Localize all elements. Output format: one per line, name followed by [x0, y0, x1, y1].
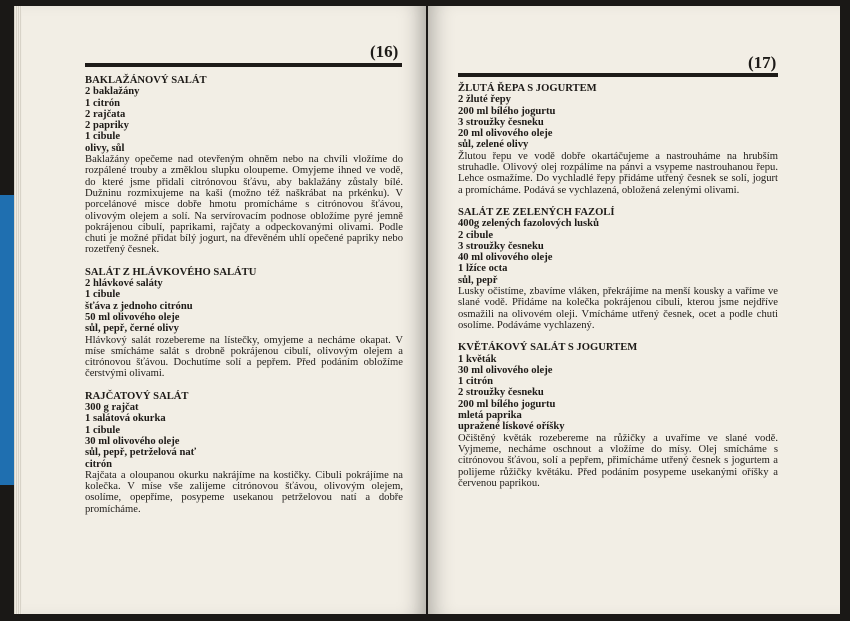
ingredient: 1 cibule	[85, 289, 121, 301]
ingredient: 200 ml bílého jogurtu	[458, 105, 556, 117]
recipe	[85, 75, 403, 256]
ingredient: 50 ml olivového oleje	[85, 311, 180, 323]
ingredient: 200 ml bílého jogurtu	[458, 398, 556, 410]
ingredient: sůl, pepř	[458, 274, 498, 286]
ingredient: 30 ml olivového oleje	[458, 364, 553, 376]
recipe-title: SALÁT ZE ZELENÝCH FAZOLÍ	[458, 206, 615, 218]
right-page	[428, 6, 840, 614]
left-page	[14, 6, 426, 614]
recipes	[85, 75, 403, 526]
ingredient: 2 stroužky česneku	[458, 387, 544, 399]
page-edges	[14, 6, 22, 614]
ingredient: 1 cibule	[85, 424, 121, 436]
page-number: (17)	[748, 53, 777, 72]
ingredient: mletá paprika	[458, 410, 522, 422]
recipe-title: RAJČATOVÝ SALÁT	[85, 390, 189, 402]
ingredient: 30 ml olivového oleje	[85, 435, 180, 447]
ingredient: 20 ml olivového oleje	[458, 128, 553, 140]
ingredient: sůl, pepř, černé olivy	[85, 323, 179, 335]
ingredient: 300 g rajčat	[85, 402, 139, 414]
page-number: (16)	[370, 42, 399, 61]
ingredient: 2 baklažány	[85, 86, 140, 98]
ingredient: šťáva z jednoho citrónu	[85, 300, 193, 312]
ingredient: 1 citrón	[458, 376, 494, 388]
recipe-title: BAKLAŽÁNOVÝ SALÁT	[85, 75, 207, 86]
recipe-method: Lusky očistíme, zbavíme vláken, překrájíme na menší kousky a vaříme ve slané vodě. Přidáme na kolečka pokrájenou cibuli, kterou jsme nejdříve osmažili na olivovém oleji. Vmícháme utřený česnek, ocet a podle chuti osolíme. Podáváme vychlazený.	[458, 286, 778, 331]
ingredient: 2 rajčata	[85, 108, 126, 120]
ingredient: 1 květák	[458, 353, 497, 365]
recipe	[458, 83, 778, 196]
recipe-title: ŽLUTÁ ŘEPA S JOGURTEM	[458, 83, 597, 94]
ingredient: sůl, zelené olivy	[458, 139, 529, 151]
recipe-method: Očištěný květák rozebereme na růžičky a uvaříme ve slané vodě. Vyjmeme, necháme oschnout a vložíme do mísy. Olej smícháme s citrónovou šťávou, solí a pepřem, přimícháme utřený česnek s jogurtem a polijeme růžičky květáku. Před podáním posypeme usekanými oříšky a červenou paprikou.	[458, 432, 778, 489]
recipe-method: Žlutou řepu ve vodě dobře okartáčujeme a nastrouháme na hrubším struhadle. Olivový olej rozpálíme na pánvi a vsypeme nastrouhanou řepu. Lehce osmažíme. Do vychladlé řepy přidáme utřený česnek se solí, jogurt a promícháme. Podává se vychlazená, obložená zelenými olivami.	[458, 150, 778, 196]
ingredient: 400g zelených fazolových lusků	[458, 218, 599, 230]
ingredient: 2 žluté řepy	[458, 94, 511, 106]
blue-cover-edge	[0, 195, 14, 485]
ingredient: 1 salátová okurka	[85, 413, 166, 425]
ingredient: sůl, pepř, petrželová nať	[85, 447, 197, 459]
recipes	[458, 83, 778, 500]
ingredient: olivy, sůl	[85, 142, 125, 154]
recipe-method: Rajčata a oloupanou okurku nakrájíme na kostičky. Cibuli pokrájíme na kolečka. V míse vše zalijeme citrónovou šťávou, olivovým olejem, osolíme, opepříme, posypeme usekanou petrželovou natí a dobře promícháme.	[85, 469, 403, 515]
recipe-title: SALÁT Z HLÁVKOVÉHO SALÁTU	[85, 266, 257, 278]
recipe-title: KVĚTÁKOVÝ SALÁT S JOGURTEM	[458, 342, 638, 354]
ingredient: 3 stroužky česneku	[458, 116, 544, 128]
recipe	[85, 391, 403, 515]
ingredient: 2 hlávkové saláty	[85, 278, 163, 290]
header-rule	[85, 63, 402, 67]
recipe	[458, 207, 778, 331]
recipe-method: Hlávkový salát rozebereme na lístečky, omyjeme a necháme okapat. V míse smícháme salát s drobně pokrájenou cibulí, olivovým olejem a citrónovou šťávou. Dochutíme solí a pepřem. Před podáním obložíme čerstvými olivami.	[85, 334, 403, 380]
ingredient: 1 citrón	[85, 97, 121, 109]
recipe	[85, 267, 403, 380]
recipe-method: Baklažány opečeme nad otevřeným ohněm nebo na chvíli vložíme do rozpálené trouby a změklou slupku oloupeme. Omyjeme ihned ve vodě, do které jsme přidali citrónovou šťávu, aby baklažány zůstaly bílé. Dužninu rozmixujeme na kaši (možno též naškrábat na prkénku). V porcelánové misce dobře hmotu promícháme s citrónovou šťávou, olivovým olejem a solí. Na servírovacím podnose obložíme pyré jemně pokrájenou cibulí, paprikami, rajčaty a odpeckovanými olivami. Podle chuti je možné přidat bílý jogurt, na dřevěném uhlí opečené papriky nebo rozetřený česnek.	[85, 154, 403, 256]
ingredient: 2 cibule	[458, 229, 494, 241]
recipe	[458, 342, 778, 489]
ingredient: 1 lžíce octa	[458, 263, 508, 275]
ingredient: upražené lískové oříšky	[458, 421, 565, 433]
ingredient: 40 ml olivového oleje	[458, 252, 553, 264]
ingredient: 2 papriky	[85, 120, 129, 132]
header-rule	[458, 73, 778, 77]
ingredient: 3 stroužky česneku	[458, 240, 544, 252]
ingredient: 1 cibule	[85, 131, 121, 143]
ingredient: citrón	[85, 458, 113, 470]
